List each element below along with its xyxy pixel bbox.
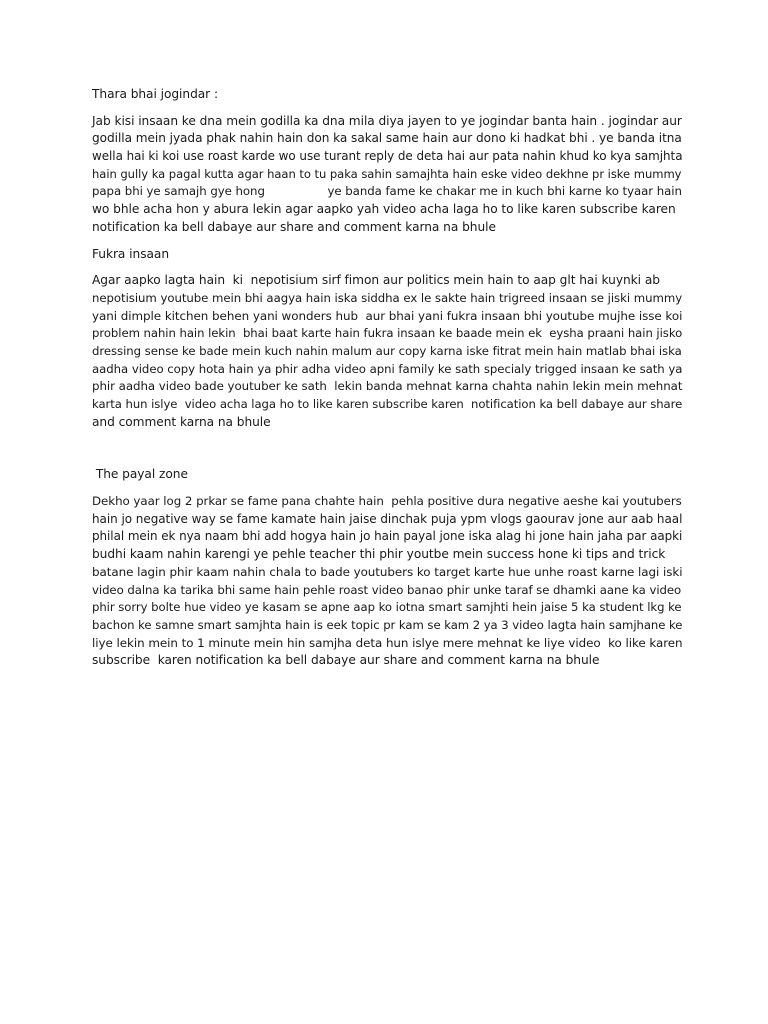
paragraph-line: godilla mein jyada phak nahin hain don ka sakal same hain aur dono ki hadkat bhi . ye banda itna [92,131,682,146]
paragraph-line: wo bhle acha hon y abura lekin agar aapko yah video acha laga ho to like karen subscribe karen [92,202,676,217]
paragraph-line: yani dimple kitchen behen yani wonders hub aur bhai yani fukra insaan bhi youtube mujhe isse koi [92,308,683,323]
paragraph-line: aadha video copy hota hain ya phir adha video apni family ke sath specialy trigged insaan ke sath ya [92,361,683,376]
document-body [92,86,682,679]
section-heading-thara-bhai-jogindar: Thara bhai jogindar : [92,87,219,101]
paragraph-line: phir sorry bolte hue video ye kasam se apne aap ko iotna smart samjhti hein jaise 5 ka student lkg ke [92,600,682,615]
paragraph-line: video dalna ka tarika bhi same hain pehle roast video banao phir unke taraf se dhamki aane ka video [92,582,682,597]
paragraph-line: nepotisium youtube mein bhi aagya hain iska siddha ex le sakte hain trigreed insaan se jiski mummy [92,290,683,305]
paragraph-line: subscribe karen notification ka bell dabaye aur share and comment karna na bhule [92,653,600,668]
section-paragraph-thara-bhai-jogindar [92,113,682,237]
section-heading-the-payal-zone: The payal zone [92,467,188,482]
paragraph-line: Jab kisi insaan ke dna mein godilla ka dna mila diya jayen to ye jogindar banta hain . jogindar aur [92,113,682,128]
paragraph-line: wella hai ki koi use roast karde wo use turant reply de deta hai aur pata nahin khud ko kya samjhta [92,149,683,163]
paragraph-line: Agar aapko lagta hain ki nepotisium sirf fimon aur politics mein hain to aap glt hai kuynki ab [92,273,660,288]
paragraph-line: batane lagin phir kaam nahin chala to bade youtubers ko target karte hue unhe roast karne lagi iski [92,564,683,579]
section-paragraph-fukra-insaan [92,272,682,431]
paragraph-line: hain gully ka pagal kutta agar haan to tu paka sahin samajhta hain eske video dekhne pr iske mummy [92,166,682,181]
paragraph-line: budhi kaam nahin karengi ye pehle teacher thi phir youtbe mein success hone ki tips and trick [92,547,666,562]
paragraph-line: liye lekin mein to 1 minute mein hin samjha deta hun islye mere mehnat ke liye video ko like karen [92,635,683,650]
section-paragraph-the-payal-zone [92,493,682,670]
blank-line-spacer [92,440,682,466]
paragraph-line: notification ka bell dabaye aur share and comment karna na bhule [92,219,496,234]
paragraph-line: phir aadha video bade youtuber ke sath lekin banda mehnat karna chahta nahin lekin mein mehnat [92,379,683,394]
paragraph-line: papa bhi ye samajh gye hong ye banda fame ke chakar me in kuch bhi karne ko tyaar hain [92,184,682,199]
section-heading-fukra-insaan: Fukra insaan [92,246,169,261]
paragraph-line: Dekho yaar log 2 prkar se fame pana chahte hain pehla positive dura negative aeshe kai youtubers [92,494,682,509]
paragraph-line: problem nahin hain lekin bhai baat karte hain fukra insaan ke baade mein ek eysha praani hain jisko [92,326,683,341]
paragraph-line: dressing sense ke bade mein kuch nahin malum aur copy karna iske fitrat mein hain matlab bhai iska [92,343,682,358]
paragraph-line: philal mein ek nya naam bhi add hogya hain jo hain payal jone iska alag hi jone hain jaha par aapki [92,529,683,544]
paragraph-line: and comment karna na bhule [92,414,271,429]
paragraph-line: bachon ke samne smart samjhta hain is eek topic pr kam se kam 2 ya 3 video lagta hain samjhane ke [92,617,683,632]
paragraph-line: hain jo negative way se fame kamate hain jaise dinchak puja ypm vlogs gaourav jone aur aab haal [92,511,683,526]
paragraph-line: karta hun islye video acha laga ho to like karen subscribe karen notification ka bell dabaye aur share [92,397,683,412]
